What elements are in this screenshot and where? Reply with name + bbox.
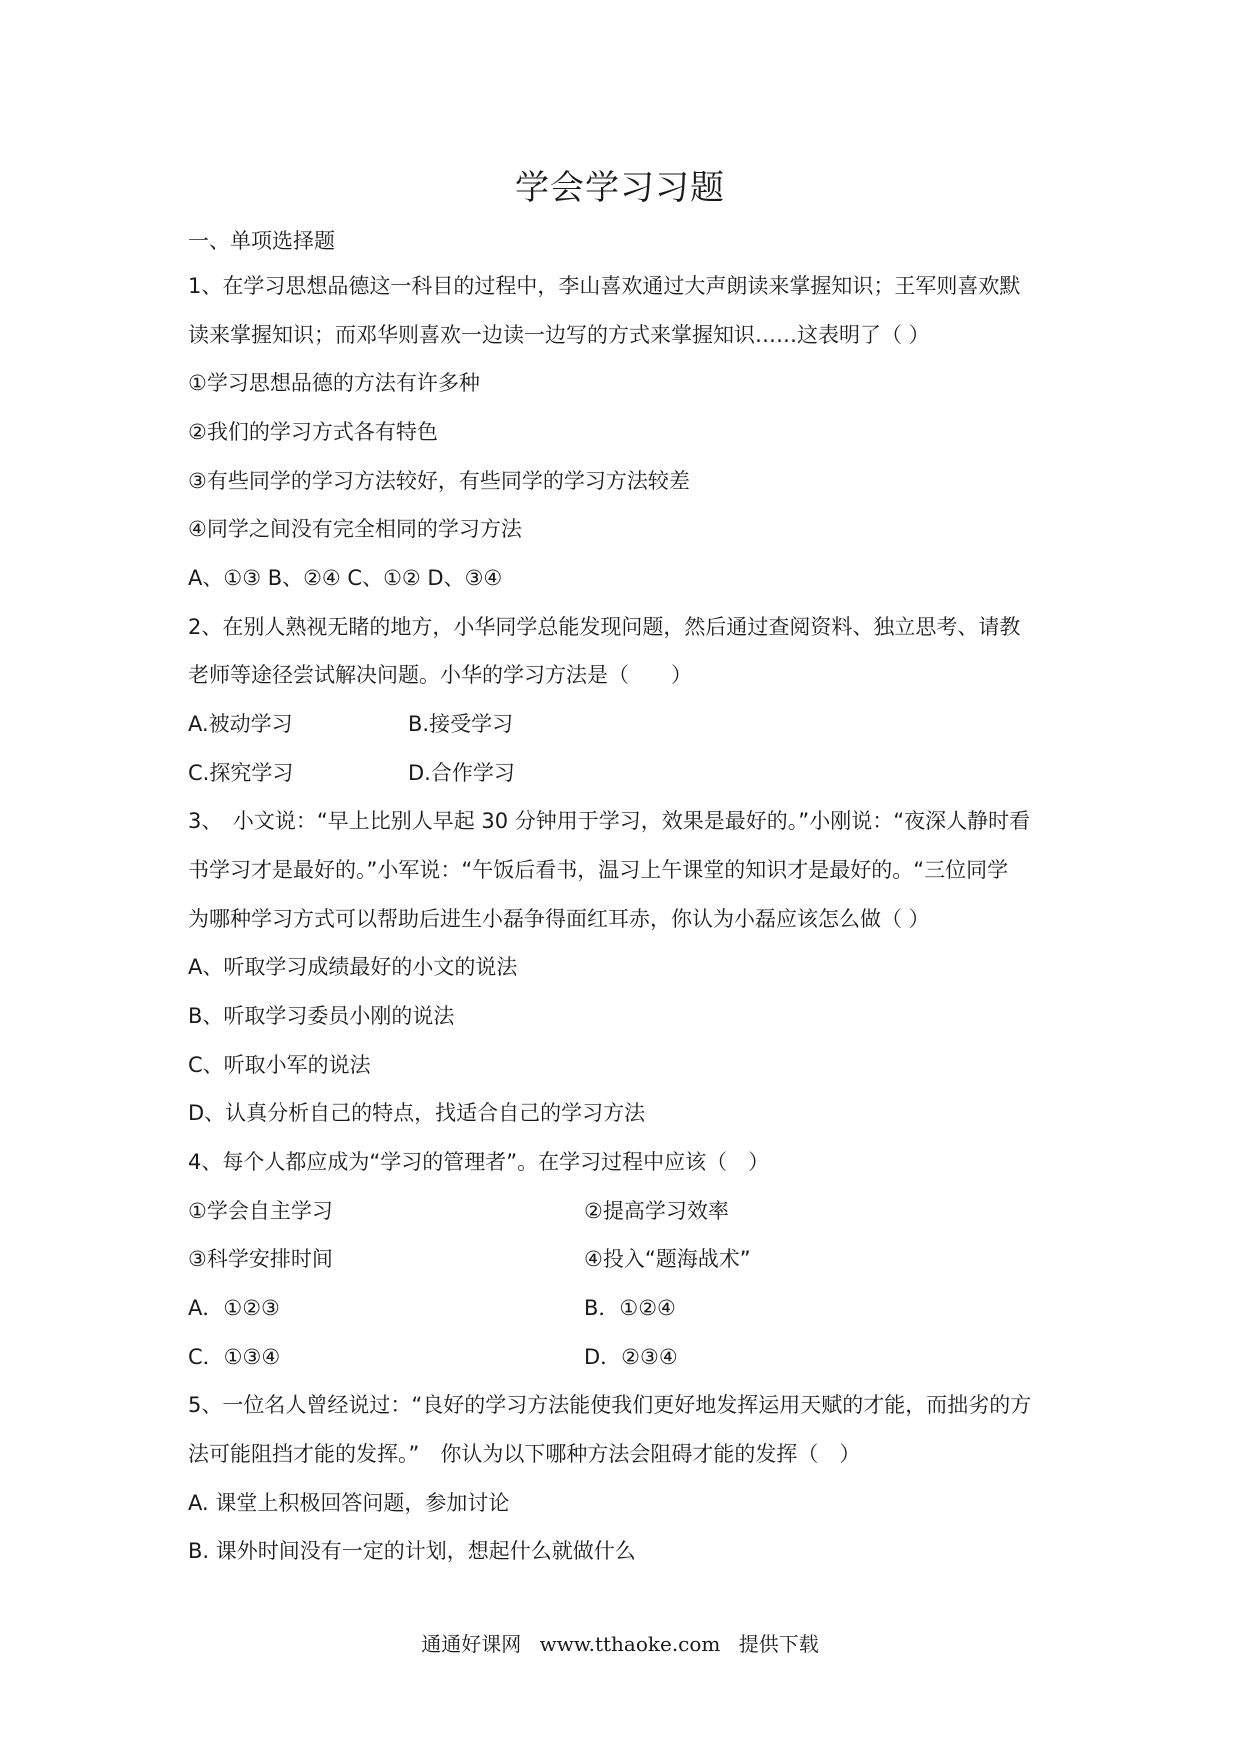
q4-item-2: ②提高学习效率 (584, 1199, 729, 1223)
q2-option-d: D.合作学习 (408, 761, 515, 785)
footer-suffix: 提供下载 (738, 1632, 819, 1656)
q1-item-2: ②我们的学习方式各有特色 (188, 420, 438, 444)
q4-option-b: B．①②④ (584, 1296, 676, 1320)
q3-stem-line1: 3、 小文说：“早上比别人早起 30 分钟用于学习，效果是最好的。”小刚说：“夜深人静时看 (188, 809, 1031, 833)
q4-item-3: ③科学安排时间 (188, 1247, 333, 1271)
footer-url[interactable]: www.tthaoke.com (539, 1632, 721, 1656)
page-title: 学会学习习题 (515, 168, 725, 208)
q2-option-b: B.接受学习 (408, 712, 514, 736)
footer-site-name: 通通好课网 (421, 1632, 522, 1656)
q4-option-c: C．①③④ (188, 1345, 281, 1369)
q1-item-3: ③有些同学的学习方法较好，有些同学的学习方法较差 (188, 469, 690, 493)
q3-stem-line2: 书学习才是最好的。”小军说：“午饭后看书，温习上午课堂的知识才是最好的。“三位同学 (188, 858, 1009, 882)
q1-stem-line1: 1、在学习思想品德这一科目的过程中，李山喜欢通过大声朗读来掌握知识；王军则喜欢默 (188, 274, 1021, 298)
q1-item-1: ①学习思想品德的方法有许多种 (188, 371, 480, 395)
page-footer (0, 1628, 1240, 1657)
q4-stem: 4、每个人都应成为“学习的管理者”。在学习过程中应该（ ） (188, 1150, 770, 1174)
q2-stem-line1: 2、在别人熟视无睹的地方，小华同学总能发现问题，然后通过查阅资料、独立思考、请教 (188, 615, 1021, 639)
q5-stem-line2: 法可能阻挡才能的发挥。” 你认为以下哪种方法会阻碍才能的发挥（ ） (188, 1442, 861, 1466)
q5-option-b: B. 课外时间没有一定的计划，想起什么就做什么 (188, 1539, 636, 1563)
q4-option-a: A．①②③ (188, 1296, 280, 1320)
q5-option-a: A. 课堂上积极回答问题，参加讨论 (188, 1491, 510, 1515)
q1-stem-line2: 读来掌握知识；而邓华则喜欢一边读一边写的方式来掌握知识……这表明了（ ） (188, 323, 930, 347)
q3-option-b: B、听取学习委员小刚的说法 (188, 1004, 455, 1028)
q3-option-c: C、听取小军的说法 (188, 1053, 371, 1077)
q1-item-4: ④同学之间没有完全相同的学习方法 (188, 517, 522, 541)
q3-option-d: D、认真分析自己的特点，找适合自己的学习方法 (188, 1101, 646, 1125)
q1-options: A、①③ B、②④ C、①② D、③④ (188, 566, 503, 590)
q4-item-1: ①学会自主学习 (188, 1199, 333, 1223)
q3-option-a: A、听取学习成绩最好的小文的说法 (188, 955, 518, 979)
q2-stem-line2: 老师等途径尝试解决问题。小华的学习方法是（ ） (188, 663, 692, 687)
q2-option-a: A.被动学习 (188, 712, 293, 736)
section-heading: 一、单项选择题 (188, 229, 335, 253)
q2-option-c: C.探究学习 (188, 761, 294, 785)
q4-item-4: ④投入“题海战术” (584, 1247, 751, 1271)
q5-stem-line1: 5、一位名人曾经说过：“良好的学习方法能使我们更好地发挥运用天赋的才能，而拙劣的方 (188, 1393, 1032, 1417)
q4-option-d: D．②③④ (584, 1345, 678, 1369)
q3-stem-line3: 为哪种学习方式可以帮助后进生小磊争得面红耳赤，你认为小磊应该怎么做（ ） (188, 907, 930, 931)
